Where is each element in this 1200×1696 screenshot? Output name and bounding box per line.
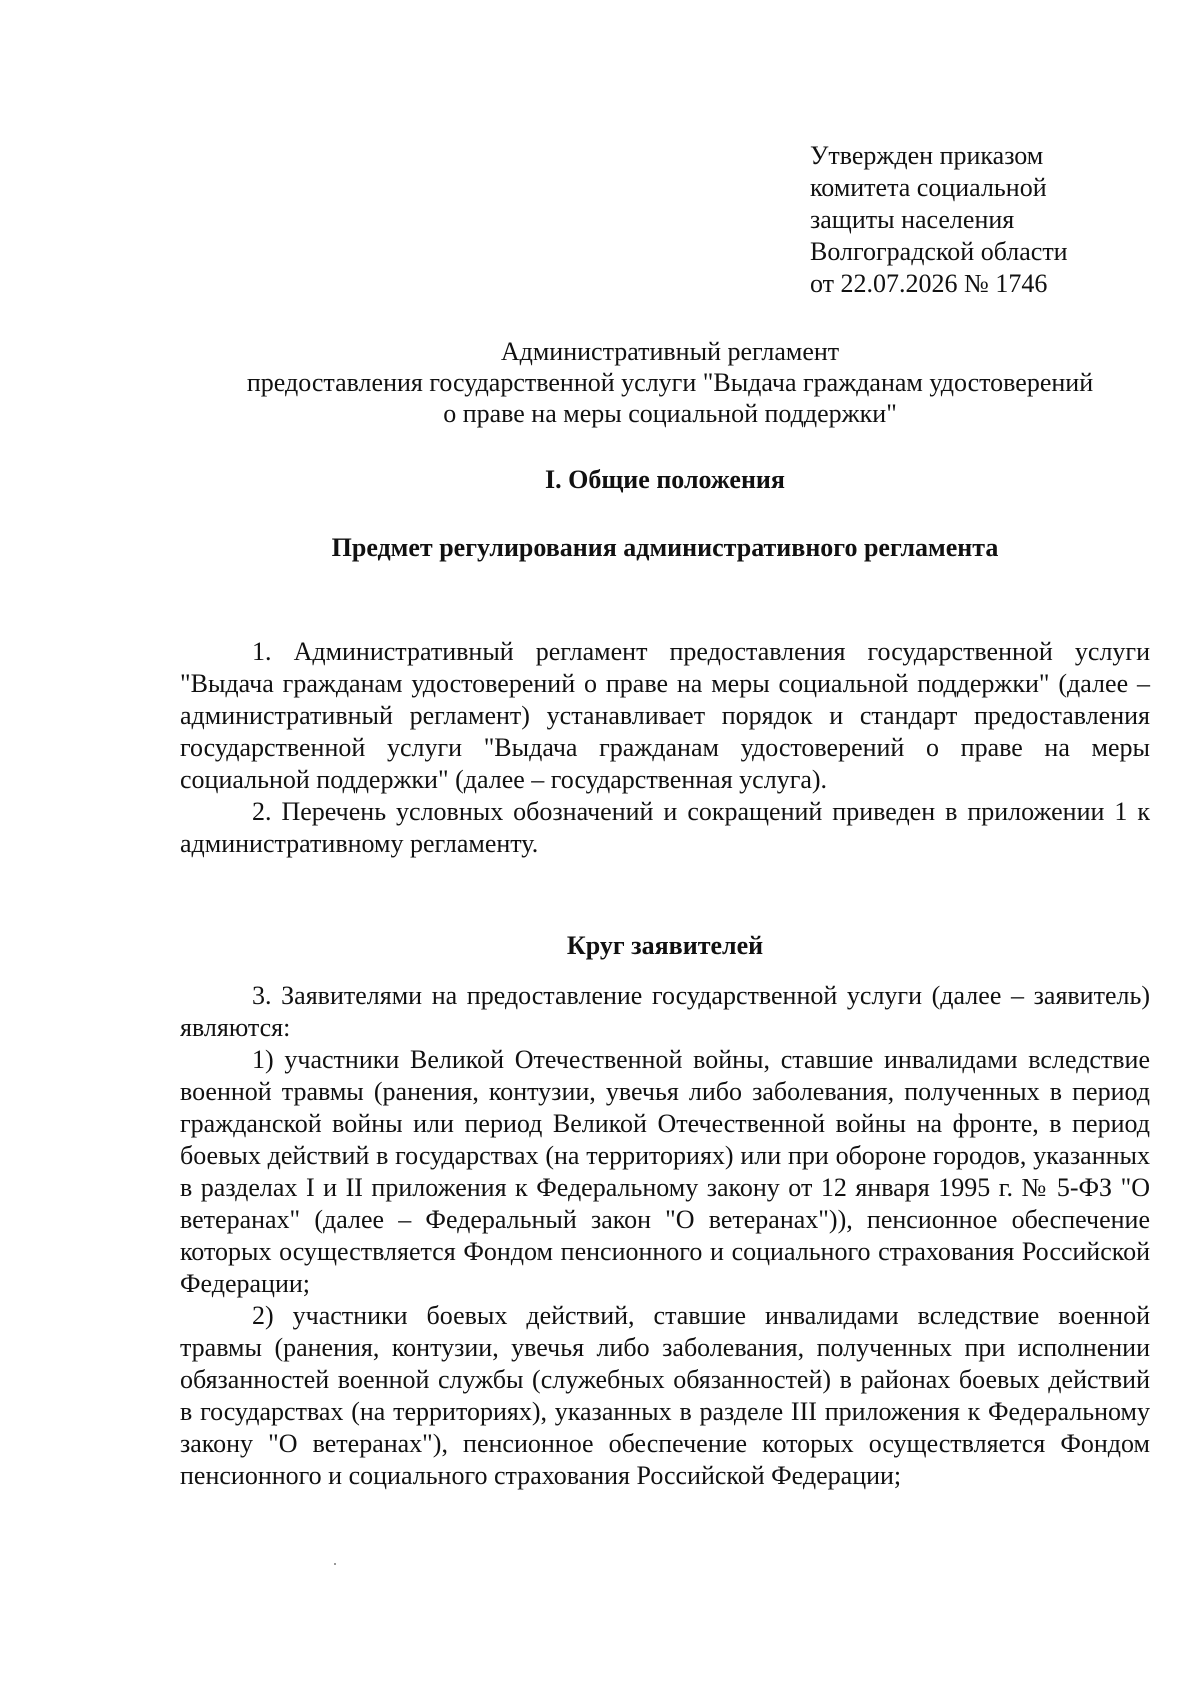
approval-stamp [810,140,1140,300]
paragraph: 1) участники Великой Отечественной войны, ставшие инвалидами вследствие военной травмы (ранения, контузии, увечья либо заболевания, полученных в период гражданской войны или период Великой Отечественной войны на фронте, в период боевых действий в государствах (на территориях) или при обороне городов, указанных в разделах I и II приложения к Федеральному закону от 12 января 1995 г. № 5-ФЗ "О ветеранах" (далее – Федеральный закон "О ветеранах")), пенсионное обеспечение которых осуществляется Фондом пенсионного и социального страхования Российской Федерации; [180,1045,1150,1298]
approval-line: комитета социальной [810,173,1047,202]
scan-speck [334,1563,336,1565]
subsection-heading-subject: Предмет регулирования административного регламента [331,533,999,562]
paragraph: 3. Заявителями на предоставление государственной услуги (далее – заявитель) являются: [180,981,1150,1042]
paragraph: 2) участники боевых действий, ставшие инвалидами вследствие военной травмы (ранения, контузии, увечья либо заболевания, полученных при исполнении обязанностей военной службы (служебных обязанностей) в районах боевых действий в государствах (на территориях), указанных в разделе III приложения к Федеральному закону "О ветеранах"), пенсионное обеспечение которых осуществляется Фондом пенсионного и социального страхования Российской Федерации; [180,1301,1150,1490]
paragraph: 1. Административный регламент предоставления государственной услуги "Выдача гражданам удостоверений о праве на меры социальной поддержки" (далее – административный регламент) устанавливает порядок и стандарт предоставления государственной услуги "Выдача гражданам удостоверений о праве на меры социальной поддержки" (далее – государственная услуга). [180,637,1150,794]
approval-line: защиты населения [810,205,1015,234]
section-heading: I. Общие положения [545,465,785,494]
paragraph: 2. Перечень условных обозначений и сокращений приведен в приложении 1 к административному регламенту. [180,797,1150,858]
applicant-paragraphs [180,980,1150,1492]
title-line: предоставления государственной услуги "Выдача гражданам удостоверений [246,368,1094,397]
approval-line: Утвержден приказом [810,141,1044,170]
subject-paragraphs [180,636,1150,860]
title-line: Административный регламент [500,337,840,366]
approval-line: Волгоградской области [810,237,1068,266]
approval-line: от 22.07.2026 № 1746 [810,269,1048,298]
title-line: о праве на меры социальной поддержки" [443,399,897,428]
document-title [150,336,1190,429]
subsection-heading-applicants: Круг заявителей [566,931,764,960]
